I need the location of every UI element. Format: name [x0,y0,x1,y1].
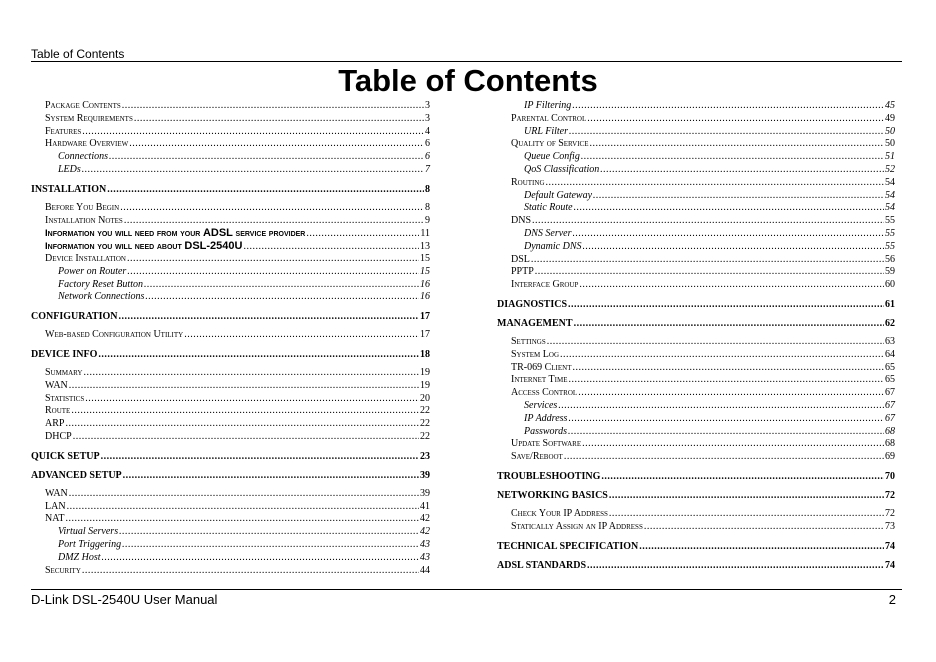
dot-leader [118,310,419,323]
toc-entry-label: Statically Assign an IP Address [511,520,643,532]
footer-page-number: 2 [888,592,896,607]
toc-entry-label: ARP [45,418,65,430]
toc-entry-label: System Log [511,348,560,360]
dot-leader [67,501,419,514]
toc-entry-label: QUICK SETUP [31,450,100,462]
toc-entry-label: Port Triggering [58,538,122,550]
dot-leader [107,183,424,196]
running-header: Table of Contents [31,47,902,62]
toc-entry[interactable] [31,348,430,361]
toc-entry[interactable] [31,367,430,380]
toc-entry-page: 22 [420,405,430,417]
toc-entry-label: Routing [511,176,545,188]
dot-leader [558,400,884,413]
toc-entry-page: 54 [885,202,895,214]
toc-entry[interactable] [497,489,895,502]
toc-entry[interactable] [497,228,895,241]
toc-entry-label: Device Installation [45,252,126,264]
toc-entry[interactable] [497,126,895,139]
toc-entry[interactable] [497,438,895,451]
toc-entry-page: 19 [420,366,430,378]
toc-entry-page: 44 [420,564,430,576]
toc-entry-page: 42 [420,526,430,538]
dot-leader [82,126,424,139]
dot-leader [568,374,884,387]
dot-leader [129,138,424,151]
dot-leader [98,348,419,361]
dot-leader [69,380,419,393]
page-title: Table of Contents [338,63,598,98]
dot-leader [578,387,884,400]
dot-leader [581,151,884,164]
toc-entry-page: 19 [420,379,430,391]
toc-entry-label: Connections [58,151,108,163]
dot-leader [82,164,424,177]
dot-leader [568,413,884,426]
dot-leader [184,329,419,342]
dot-leader [579,279,884,292]
toc-entry[interactable] [497,241,895,254]
toc-entry[interactable] [497,508,895,521]
toc-entry[interactable] [497,177,895,190]
dot-leader [119,526,419,539]
toc-entry-label: Information you will need about DSL-2540U [45,240,243,253]
toc-entry[interactable] [31,151,430,164]
toc-entry[interactable] [497,298,895,311]
toc-entry-page: 74 [885,540,895,552]
toc-entry-page: 50 [885,125,895,137]
toc-entry-label: MANAGEMENT [497,317,573,329]
toc-entry-label: ADVANCED SETUP [31,469,122,481]
toc-entry-page: 68 [885,438,895,450]
dot-leader [134,113,424,126]
toc-entry-label: DMZ Host [58,551,101,563]
toc-entry-page: 60 [885,279,895,291]
toc-entry-page: 22 [420,418,430,430]
dot-leader [601,470,884,483]
toc-entry-label: DNS [511,215,532,227]
dot-leader [568,426,884,439]
toc-entry-page: 17 [420,329,430,341]
toc-entry-label: Settings [511,335,546,347]
toc-entry[interactable] [497,349,895,362]
dot-leader [124,215,424,228]
toc-entry-page: 59 [885,266,895,278]
toc-entry-page: 56 [885,253,895,265]
toc-entry[interactable] [497,279,895,292]
toc-entry-page: 8 [425,183,430,195]
toc-entry[interactable] [497,113,895,126]
dot-leader [587,113,884,126]
toc-entry-label: PPTP [511,266,534,278]
toc-entry-page: 52 [885,163,895,175]
toc-entry-page: 20 [420,392,430,404]
dot-leader [560,349,884,362]
toc-entry-page: 63 [885,335,895,347]
dot-leader [609,489,884,502]
toc-entry-page: 65 [885,374,895,386]
toc-entry-page: 51 [885,151,895,163]
toc-entry-page: 3 [425,100,430,111]
dot-leader [69,488,419,501]
toc-entry[interactable] [31,431,430,444]
toc-entry[interactable] [31,418,430,431]
toc-entry-page: 74 [885,559,895,571]
toc-entry-label: CONFIGURATION [31,311,118,323]
toc-entry[interactable] [31,469,430,482]
toc-entry-label: QoS Classification [524,163,600,175]
dot-leader [65,513,419,526]
toc-entry-page: 3 [425,112,430,124]
toc-entry[interactable] [497,426,895,439]
toc-entry-page: 15 [420,265,430,277]
toc-entry-page: 67 [885,387,895,399]
toc-entry-label: Security [45,564,81,576]
toc-entry[interactable] [31,227,430,240]
toc-entry-page: 55 [885,215,895,227]
toc-entry-page: 17 [420,311,430,323]
dot-leader [127,253,419,266]
toc-entry-label: Web-based Configuration Utility [45,329,184,341]
toc-entry-label: WAN [45,487,68,499]
dot-leader [71,405,419,418]
toc-entry[interactable] [31,253,430,266]
toc-entry[interactable] [497,151,895,164]
toc-entry[interactable] [497,190,895,203]
toc-entry-label: Dynamic DNS [524,240,582,252]
toc-column-left [31,100,430,577]
toc-entry-label: INSTALLATION [31,183,107,195]
dot-leader [583,241,885,254]
toc-entry-page: 7 [425,163,430,175]
dot-leader [564,451,884,464]
toc-entry[interactable] [31,501,430,514]
toc-entry-label: IP Address [524,412,568,424]
dot-leader [83,367,419,380]
toc-entry-page: 54 [885,176,895,188]
dot-leader [568,298,884,311]
toc-entry-page: 39 [420,487,430,499]
toc-entry[interactable] [497,266,895,279]
dot-leader [82,565,419,578]
toc-entry-page: 67 [885,399,895,411]
toc-entry[interactable] [31,565,430,578]
toc-entry[interactable] [497,374,895,387]
dot-leader [600,164,884,177]
dot-leader [593,190,884,203]
toc-entry-label: Features [45,125,82,137]
toc-entry-label: Summary [45,366,83,378]
toc-entry[interactable] [497,254,895,267]
toc-entry[interactable] [31,405,430,418]
toc-entry-label: DSL [511,253,530,265]
toc-entry[interactable] [31,266,430,279]
toc-entry-label: Quality of Service [511,138,589,150]
toc-entry-page: 16 [420,278,430,290]
dot-leader [535,266,884,279]
dot-leader [120,202,424,215]
toc-entry-page: 72 [885,507,895,519]
toc-entry-page: 15 [420,252,430,264]
dot-leader [572,100,884,113]
dot-leader [532,215,884,228]
toc-entry-page: 42 [420,513,430,525]
toc-entry-label: TECHNICAL SPECIFICATION [497,540,639,552]
toc-entry-page: 68 [885,425,895,437]
toc-entry-label: Internet Time [511,374,568,386]
toc-entry-label: Installation Notes [45,214,123,226]
toc-entry[interactable] [31,138,430,151]
toc-entry-label: Update Software [511,438,582,450]
toc-entry-page: 69 [885,451,895,463]
toc-column-right [497,100,895,578]
toc-entry[interactable] [497,540,895,553]
toc-entry-page: 9 [425,214,430,226]
dot-leader [145,291,419,304]
dot-leader [573,362,885,375]
toc-entry-page: 6 [425,151,430,163]
toc-entry[interactable] [31,126,430,139]
toc-entry-page: 16 [420,291,430,303]
toc-entry-label: WAN [45,379,68,391]
toc-entry[interactable] [31,450,430,463]
toc-entry-page: 8 [425,201,430,213]
toc-entry-label: Check Your IP Address [511,507,608,519]
toc-entry[interactable] [31,380,430,393]
toc-entry[interactable] [497,559,895,572]
toc-entry-label: System Requirements [45,112,133,124]
dot-leader [609,508,884,521]
toc-entry[interactable] [31,279,430,292]
toc-entry-page: 50 [885,138,895,150]
toc-entry-label: NETWORKING BASICS [497,489,608,501]
toc-entry-label: Save/Reboot [511,451,563,463]
toc-entry[interactable] [497,215,895,228]
toc-entry-page: 73 [885,520,895,532]
toc-entry-label: Hardware Overview [45,138,129,150]
toc-entry[interactable] [497,400,895,413]
dot-leader [582,438,884,451]
toc-entry-page: 67 [885,412,895,424]
toc-entry[interactable] [31,539,430,552]
toc-entry[interactable] [497,317,895,330]
toc-entry-label: ADSL STANDARDS [497,559,587,571]
dot-leader [122,539,419,552]
toc-entry-page: 13 [420,241,430,253]
toc-entry-label: Parental Control [511,112,587,124]
toc-entry[interactable] [31,526,430,539]
dot-leader [574,202,884,215]
toc-entry[interactable] [31,329,430,342]
toc-entry[interactable] [31,393,430,406]
dot-leader [531,254,884,267]
dot-leader [101,450,419,463]
dot-leader [574,317,884,330]
toc-entry-page: 72 [885,489,895,501]
dot-leader [587,559,884,572]
toc-entry[interactable] [31,513,430,526]
toc-entry-label: DIAGNOSTICS [497,298,568,310]
toc-entry-label: Interface Group [511,279,579,291]
toc-entry-label: Before You Begin [45,201,120,213]
toc-entry-page: 6 [425,138,430,150]
toc-entry-label: Information you will need from your ADSL service provider [45,227,306,240]
toc-entry-label: Power on Router [58,265,127,277]
toc-entry-page: 61 [885,298,895,310]
toc-entry[interactable] [497,100,895,113]
toc-entry[interactable] [31,113,430,126]
toc-entry-page: 45 [885,100,895,111]
toc-entry-label: NAT [45,513,65,525]
toc-entry[interactable] [497,387,895,400]
toc-entry-label: Default Gateway [524,189,593,201]
toc-entry-label: Virtual Servers [58,526,119,538]
dot-leader [102,552,419,565]
toc-entry-page: 54 [885,189,895,201]
dot-leader [123,469,419,482]
toc-entry-page: 41 [420,500,430,512]
toc-entry-page: 64 [885,348,895,360]
dot-leader [573,228,885,241]
dot-leader [73,431,419,444]
toc-entry-label: TROUBLESHOOTING [497,470,601,482]
dot-leader [109,151,424,164]
dot-leader [547,336,884,349]
dot-leader [644,521,884,534]
toc-entry-label: Route [45,405,71,417]
toc-entry-label: URL Filter [524,125,568,137]
toc-entry-label: DHCP [45,430,72,442]
dot-leader [306,228,419,241]
dot-leader [569,126,884,139]
toc-entry[interactable] [497,164,895,177]
toc-entry[interactable] [497,138,895,151]
toc-entry-page: 43 [420,538,430,550]
toc-entry-page: 49 [885,112,895,124]
toc-entry-label: LAN [45,500,66,512]
toc-entry[interactable] [31,240,430,253]
toc-entry-label: DEVICE INFO [31,348,98,360]
toc-entry[interactable] [31,183,430,196]
toc-entry-page: 39 [420,469,430,481]
toc-entry-label: Statistics [45,392,85,404]
dot-leader [65,418,419,431]
toc-entry[interactable] [31,488,430,501]
toc-entry[interactable] [31,552,430,565]
toc-entry[interactable] [31,310,430,323]
dot-leader [85,393,419,406]
toc-entry-label: Passwords [524,425,567,437]
toc-entry[interactable] [31,291,430,304]
toc-entry-label: Static Route [524,202,573,214]
toc-entry-label: DNS Server [524,227,572,239]
footer-manual-title: D-Link DSL-2540U User Manual [31,592,218,607]
toc-entry[interactable] [497,451,895,464]
toc-entry[interactable] [497,362,895,375]
dot-leader [639,540,884,553]
toc-entry-label: Factory Reset Button [58,278,143,290]
toc-entry-page: 23 [420,450,430,462]
toc-entry-label: Package Contents [45,100,121,111]
toc-entry[interactable] [497,521,895,534]
toc-entry-page: 4 [425,125,430,137]
toc-entry-page: 55 [885,240,895,252]
toc-entry[interactable] [31,164,430,177]
toc-entry[interactable] [31,100,430,113]
toc-entry[interactable] [497,336,895,349]
toc-entry-page: 18 [420,348,430,360]
dot-leader [127,266,419,279]
toc-entry-page: 43 [420,551,430,563]
toc-entry-page: 22 [420,430,430,442]
toc-entry-label: Access Control [511,387,578,399]
toc-entry[interactable] [31,202,430,215]
toc-entry-label: Queue Config [524,151,580,163]
page-footer [31,589,902,608]
dot-leader [144,279,419,292]
toc-entry-page: 65 [885,361,895,373]
dot-leader [590,138,885,151]
toc-entry[interactable] [497,413,895,426]
toc-entry-label: LEDs [58,163,81,175]
toc-entry[interactable] [31,215,430,228]
toc-entry-label: TR-069 Client [511,361,572,373]
toc-entry-page: 70 [885,470,895,482]
dot-leader [546,177,885,190]
toc-entry[interactable] [497,202,895,215]
toc-entry-page: 62 [885,317,895,329]
toc-entry-label: Services [524,399,558,411]
dot-leader [122,100,424,113]
toc-entry-page: 55 [885,227,895,239]
toc-entry-page: 11 [420,228,430,240]
toc-entry[interactable] [497,470,895,483]
toc-entry-label: Network Connections [58,291,145,303]
toc-entry-label: IP Filtering [524,100,572,111]
